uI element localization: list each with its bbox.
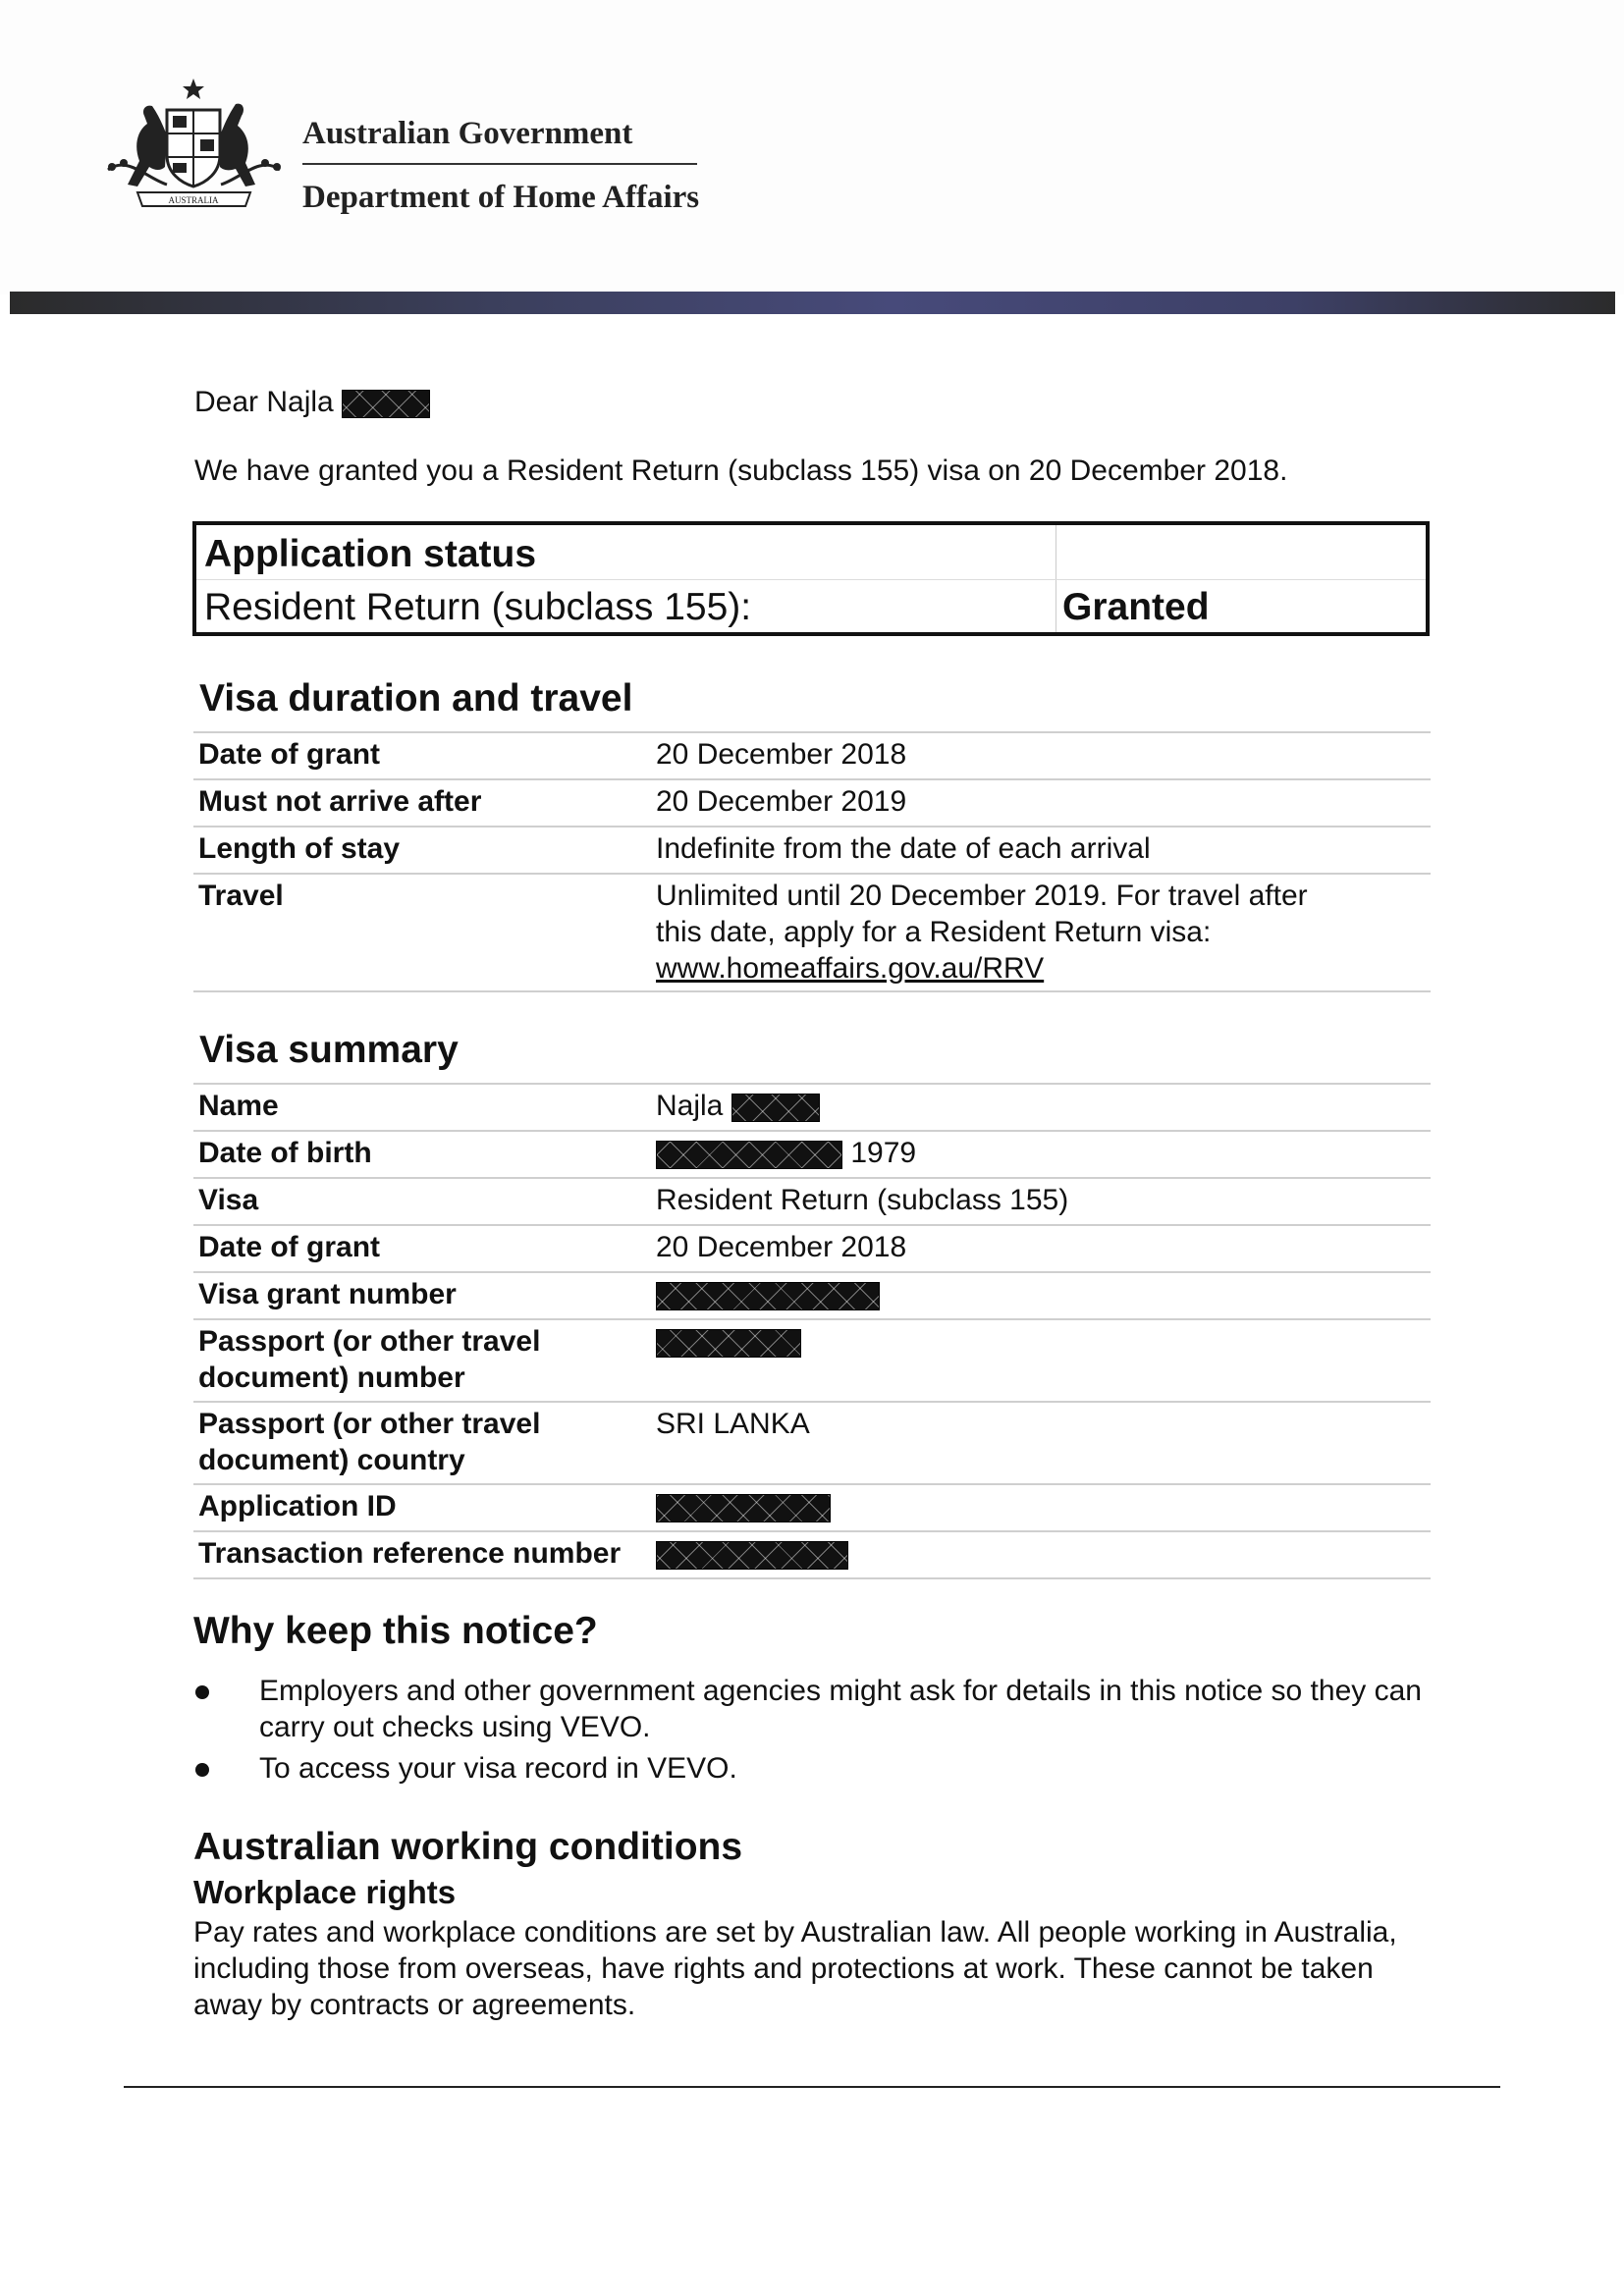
row-label: Name bbox=[198, 1090, 279, 1122]
row-label: Must not arrive after bbox=[198, 785, 482, 818]
row-value: Indefinite from the date of each arrival bbox=[656, 832, 1151, 865]
row-label: Visa bbox=[198, 1184, 259, 1216]
bullet-icon bbox=[195, 1763, 209, 1777]
table-row bbox=[193, 1083, 1431, 1130]
redacted-birth-day-month bbox=[656, 1141, 842, 1169]
rrv-link[interactable]: www.homeaffairs.gov.au/RRV bbox=[656, 952, 1045, 985]
row-label: Length of stay bbox=[198, 832, 401, 865]
table-row bbox=[193, 1530, 1431, 1579]
department-name: Department of Home Affairs bbox=[302, 180, 700, 215]
birth-year: 1979 bbox=[850, 1137, 917, 1169]
table-row bbox=[193, 1224, 1431, 1271]
row-value bbox=[656, 1323, 1422, 1360]
redacted-passport-number bbox=[656, 1329, 801, 1358]
table-row bbox=[193, 1271, 1431, 1318]
header-band bbox=[10, 292, 1615, 314]
status-visa-type: Resident Return (subclass 155): bbox=[204, 586, 752, 628]
row-label: Transaction reference number bbox=[198, 1537, 622, 1570]
duration-section-title: Visa duration and travel bbox=[199, 677, 633, 720]
table-row bbox=[193, 1177, 1431, 1224]
row-label: Passport (or other travel document) number bbox=[198, 1325, 541, 1394]
commonwealth-coat-of-arms-icon bbox=[98, 77, 290, 219]
row-label: Travel bbox=[198, 880, 284, 912]
table-row bbox=[193, 1401, 1431, 1483]
row-value: 20 December 2019 bbox=[656, 785, 907, 818]
duration-table bbox=[193, 731, 1431, 992]
salutation-text: Dear Najla bbox=[194, 386, 334, 418]
workplace-rights-subtitle: Workplace rights bbox=[193, 1874, 457, 1910]
row-value bbox=[656, 878, 1343, 987]
table-row bbox=[193, 1318, 1431, 1401]
row-value bbox=[656, 1135, 1422, 1171]
status-heading: Application status bbox=[204, 533, 537, 575]
row-value bbox=[656, 1488, 1422, 1524]
table-row bbox=[193, 826, 1431, 873]
row-value: SRI LANKA bbox=[656, 1408, 810, 1440]
row-value: 20 December 2018 bbox=[656, 738, 907, 771]
redacted-transaction-reference bbox=[656, 1541, 848, 1570]
keep-notice-title: Why keep this notice? bbox=[193, 1610, 598, 1652]
table-row bbox=[193, 1130, 1431, 1177]
row-label: Application ID bbox=[198, 1490, 397, 1522]
table-row bbox=[193, 731, 1431, 778]
table-row bbox=[193, 778, 1431, 826]
row-value bbox=[656, 1276, 1422, 1312]
row-label: Date of birth bbox=[198, 1137, 372, 1169]
bullet-text: To access your visa record in VEVO. bbox=[259, 1752, 737, 1785]
letterhead bbox=[0, 0, 1624, 294]
summary-section-title: Visa summary bbox=[199, 1029, 459, 1071]
row-label: Passport (or other travel document) country bbox=[198, 1408, 541, 1476]
travel-text: Unlimited until 20 December 2019. For travel after this date, apply for a Resident Return visa: bbox=[656, 880, 1308, 948]
status-value: Granted bbox=[1062, 586, 1210, 628]
application-status-box bbox=[192, 521, 1430, 636]
name-value: Najla bbox=[656, 1090, 724, 1122]
letterhead-divider bbox=[302, 163, 697, 165]
redacted-application-id bbox=[656, 1494, 831, 1522]
row-value bbox=[656, 1088, 1422, 1124]
row-value: Resident Return (subclass 155) bbox=[656, 1184, 1069, 1216]
crest-scroll-text: AUSTRALIA bbox=[168, 195, 219, 205]
government-name: Australian Government bbox=[302, 116, 633, 151]
redacted-surname bbox=[731, 1094, 820, 1122]
footer-divider bbox=[124, 2086, 1500, 2088]
redacted-grant-number bbox=[656, 1282, 880, 1310]
row-label: Date of grant bbox=[198, 738, 381, 771]
table-row bbox=[193, 873, 1431, 992]
row-value bbox=[656, 1535, 1422, 1572]
workplace-rights-text: Pay rates and workplace conditions are set by Australian law. All people working in Australia, including those from overseas, have rights and protections at work. These cannot be taken away by contracts or agreements. bbox=[193, 1916, 1397, 2021]
row-label: Date of grant bbox=[198, 1231, 381, 1263]
bullet-text: Employers and other government agencies might ask for details in this notice so they can carry out checks using VEVO. bbox=[259, 1675, 1422, 1743]
status-row-rule bbox=[196, 579, 1426, 580]
redacted-surname bbox=[342, 390, 430, 418]
bullet-icon bbox=[195, 1685, 209, 1699]
grant-intro: We have granted you a Resident Return (subclass 155) visa on 20 December 2018. bbox=[194, 454, 1288, 487]
table-row bbox=[193, 1483, 1431, 1530]
row-value: 20 December 2018 bbox=[656, 1231, 907, 1263]
working-conditions-title: Australian working conditions bbox=[193, 1826, 743, 1868]
summary-table bbox=[193, 1083, 1431, 1579]
salutation bbox=[194, 386, 430, 419]
row-label: Visa grant number bbox=[198, 1278, 457, 1310]
